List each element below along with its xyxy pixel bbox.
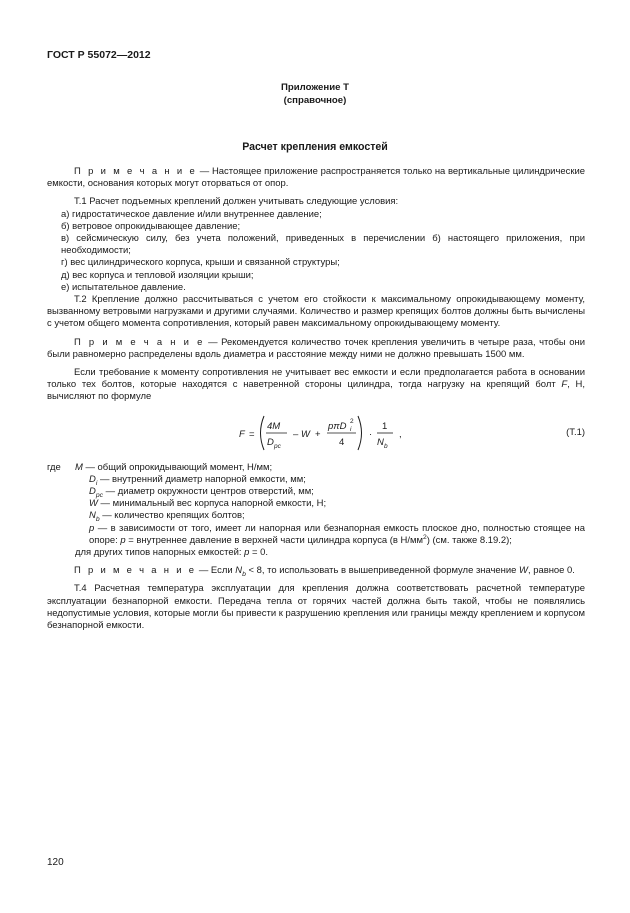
paragraph-3: Если требование к моменту сопротивления не учитывает вес емкости и если предполагается работа в основании только тех болтов, которые находятся с наветренной стороны цилиндра, тогда нагрузку на крепящий болт F, Н, вычисляют по формуле	[47, 367, 585, 403]
t1-item: е) испытательное давление.	[61, 281, 186, 293]
note-label: П р и м е ч а н и е	[74, 336, 205, 348]
note-3: П р и м е ч а н и е — Если $N_b < 8$, то использовать в вышеприведенной формуле значение W, равное 0.	[74, 565, 575, 579]
formula-eq: =	[249, 428, 255, 440]
formula-number: (Т.1)	[566, 426, 585, 438]
formula-d1-sub: pc	[274, 442, 281, 450]
annex-title: Приложение Т	[281, 82, 349, 93]
note-label: П р и м е ч а н и е	[74, 166, 198, 177]
where-item: p — в зависимости от того, имеет ли напорная или безнапорная емкость плоское дно, полностью стоящее на опоре: p = внутреннее давление в верхней части цилиндра корпуса (в $Н/мм^2$) (см. также 8.19.2);	[89, 522, 585, 546]
formula-lhs: F	[239, 428, 245, 440]
formula-n3: 1	[382, 420, 388, 432]
formula-plus: +	[315, 428, 321, 440]
t1-item: а) гидростатическое давление и/или внутреннее давление;	[61, 208, 322, 220]
document-code: ГОСТ Р 55072—2012	[47, 49, 151, 61]
where-item: $N_b$ — количество крепящих болтов;	[89, 510, 245, 524]
formula-dot: ·	[369, 428, 373, 440]
t2-paragraph: Т.2 Крепление должно рассчитываться с учетом его стойкости к максимальному опрокидывающему моменту, вызванному ветровыми нагрузками и другими случаями. Количество и размер крепящих болтов должны быть вычислены с учетом общего момента сопротивления, который равен максимальному опрокидывающему моменту.	[47, 294, 585, 330]
formula-w: W	[301, 428, 310, 440]
where-item: M — общий опрокидывающий момент, Н/мм;	[75, 461, 273, 473]
t1-item: д) вес корпуса и тепловой изоляции крыши;	[61, 269, 254, 281]
document-body	[47, 166, 585, 632]
formula-minus: –	[293, 428, 299, 440]
where-item: $D_i$ — внутренний диаметр напорной емкости, мм;	[89, 473, 306, 487]
where-item: для других типов напорных емкостей: p = 0.	[75, 547, 268, 559]
t1-item: г) вес цилиндрического корпуса, крыши и связанной структуры;	[61, 257, 340, 269]
where-item: W — минимальный вес корпуса напорной емкости, Н;	[89, 498, 327, 510]
where-label: где	[47, 461, 61, 473]
section-title: Расчет крепления емкостей	[242, 141, 388, 153]
note-2: П р и м е ч а н и е — Рекомендуется количество точек крепления увеличить в четыре раза, чтобы они были равномерно распределены вдоль диаметра и расстояние между ними не должно превышать 1500 мм.	[47, 336, 585, 360]
note-1: П р и м е ч а н и е — Настоящее приложение распространяется только на вертикальные цилиндрические емкости, основания которых могут оторваться от опор.	[47, 166, 585, 190]
formula-comma: ,	[399, 428, 402, 440]
formula-n2: pπD	[328, 420, 347, 432]
formula-d3: N	[377, 436, 384, 448]
paren-right	[358, 416, 362, 450]
paren-left	[261, 416, 265, 450]
t1-intro: Т.1 Расчет подъемных креплений должен учитывать следующие условия:	[74, 196, 399, 208]
formula-n1: 4M	[267, 420, 281, 432]
where-item: $D_{pc}$ — диаметр окружности центров отверстий, мм;	[89, 486, 314, 499]
where-block	[47, 462, 585, 560]
t4-paragraph: Т.4 Расчетная температура эксплуатации для крепления должна соответствовать расчетной температуре эксплуатации безнапорной емкости. Передача тепла от горячих частей должна быть такой, чтобы не появлялись недопустимые условия, которые могли бы привести к разрушению крепления или границы между креплением и корпусом безнапорной емкости.	[47, 583, 585, 632]
formula-n2-sup: 2	[350, 417, 354, 425]
formula-d3-sub: b	[384, 442, 388, 450]
annex-subtitle: (справочное)	[283, 95, 347, 106]
formula-d1: D	[267, 436, 274, 448]
formula-n2-sub: i	[350, 425, 352, 433]
t1-item: в) сейсмическую силу, без учета положений, приведенных в перечислении б) настоящего приложения, при необходимости;	[61, 233, 585, 257]
note-label: П р и м е ч а н и е	[74, 565, 197, 577]
page-number: 120	[47, 857, 64, 868]
formula-svg	[237, 410, 417, 458]
formula-d2: 4	[339, 436, 345, 448]
t1-item: б) ветровое опрокидывающее давление;	[61, 220, 241, 232]
formula-t1	[47, 410, 585, 458]
